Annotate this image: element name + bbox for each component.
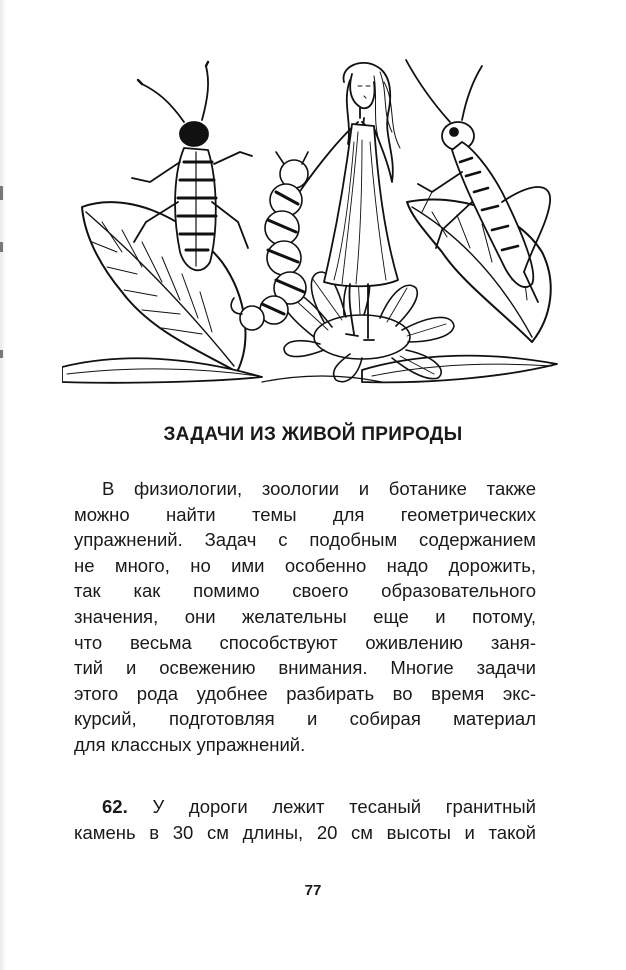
paragraph-line: не много, но ими особенно надо дорожить, — [74, 554, 536, 576]
page-edge-mark — [0, 350, 3, 358]
problem-62 — [74, 794, 536, 845]
fairy-with-insects-illustration — [62, 52, 562, 392]
paragraph-line: В физиологии, зоологии и ботанике также — [102, 478, 536, 499]
page-edge-mark — [0, 186, 3, 200]
paragraph-line: упражнений. Задач с подобным содержанием — [74, 529, 536, 551]
problem-number: 62. — [102, 796, 128, 817]
caterpillar-insect — [231, 152, 308, 330]
page-edge-mark — [0, 242, 3, 252]
problem-line: камень в 30 см длины, 20 см высоты и такой — [74, 821, 536, 843]
paragraph-line: тий и освежению внимания. Многие задачи — [74, 657, 536, 679]
ground-leaves — [62, 356, 557, 383]
section-heading: ЗАДАЧИ ИЗ ЖИВОЙ ПРИРОДЫ — [163, 424, 463, 445]
problem-text: У дороги лежит тесаный гранитный — [152, 796, 536, 817]
leaf-left — [82, 202, 245, 372]
page-number: 77 — [304, 882, 322, 899]
paragraph-line: для классных упражнений. — [74, 733, 306, 755]
paragraph-line: значения, они желательны еще и потому, — [74, 605, 536, 627]
paragraph-line: курсий, подготовляя и собирая материал — [74, 708, 536, 730]
intro-paragraph — [74, 476, 536, 758]
paragraph-line: так как помимо своего образовательного — [74, 580, 536, 602]
paragraph-line: что весьма способствуют оживлению заня- — [74, 631, 536, 653]
page-edge-shadow — [0, 0, 6, 970]
paragraph-line: этого рода удобнее разбирать во время экс- — [74, 682, 536, 704]
problem-line — [74, 794, 536, 820]
paragraph-line: можно найти темы для геометрических — [74, 503, 536, 525]
